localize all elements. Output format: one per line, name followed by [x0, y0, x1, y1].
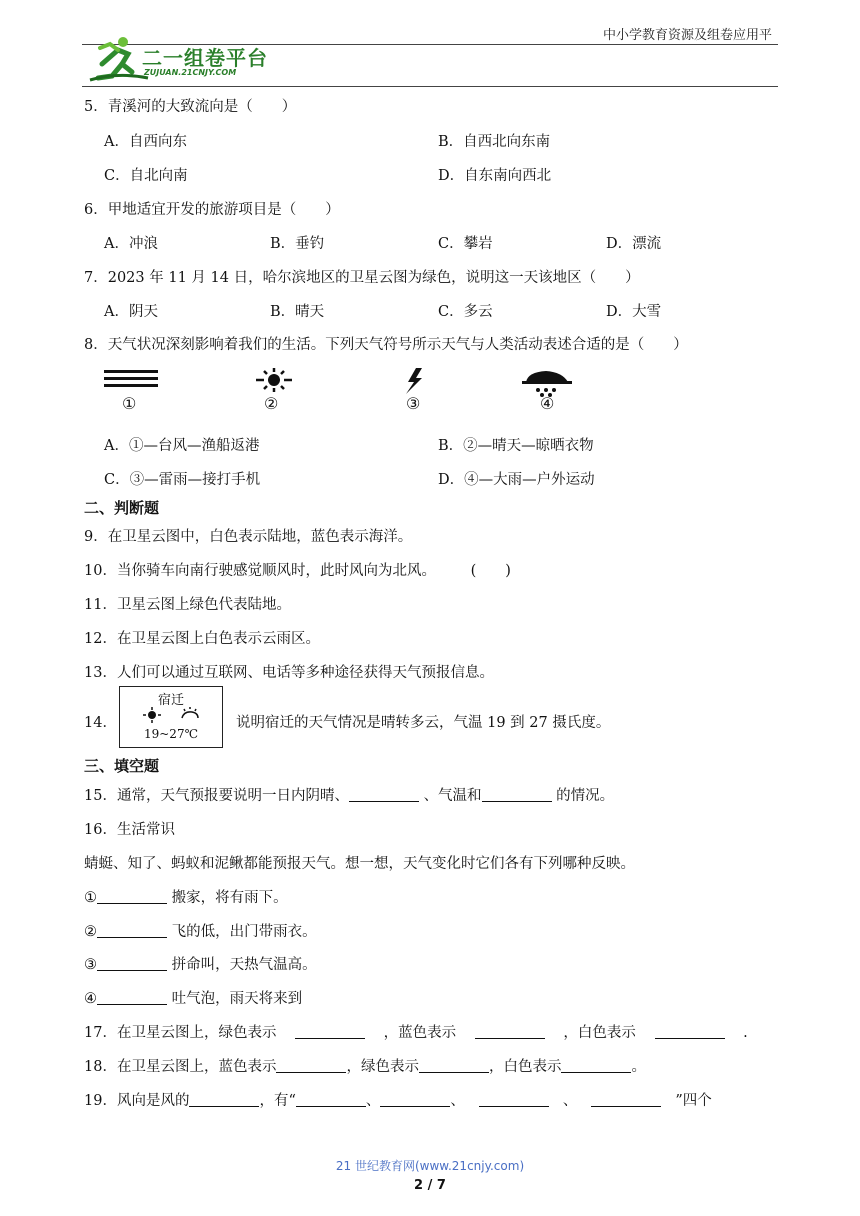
q18-part-a: 18．在卫星云图上，蓝色表示: [84, 1059, 277, 1075]
q16-item-2-num: ②: [84, 924, 97, 940]
q15-part-b: 、气温和: [423, 788, 482, 804]
q16-blank-3[interactable]: [97, 956, 167, 971]
q19-part-b: ，有“: [259, 1093, 296, 1109]
section-3-title: 三、填空题: [84, 757, 160, 775]
question-16-intro: 蜻蜓、知了、蚂蚁和泥鳅都能预报天气。想一想，天气变化时它们各有下列哪种反映。: [84, 856, 635, 872]
question-19: [84, 1089, 712, 1110]
q16-item-4-text: 吐气泡，雨天将来到: [171, 991, 303, 1007]
q7-option-d: D．大雪: [606, 304, 662, 320]
q18-blank-3[interactable]: [561, 1058, 631, 1073]
q6-option-a: A．冲浪: [104, 236, 158, 252]
logo-cn-text: 二一组卷平台: [142, 46, 268, 70]
q16-item-3-text: 拼命叫，天热气温高。: [171, 957, 317, 973]
q19-blank-5[interactable]: [591, 1092, 661, 1107]
q19-part-d: 、: [450, 1093, 465, 1109]
q18-part-c: ，白色表示: [488, 1059, 562, 1075]
q19-part-f: ”四个: [675, 1093, 712, 1109]
q18-part-d: 。: [631, 1059, 646, 1075]
weather-symbol-4: [518, 366, 588, 416]
weather-symbol-3: [392, 366, 462, 416]
header-right-text: 中小学教育资源及组卷应用平: [602, 28, 772, 43]
q16-item-1-text: 搬家，将有雨下。: [171, 890, 288, 906]
weather-symbol-1: [100, 366, 170, 416]
question-8-stem: 8．天气状况深刻影响着我们的生活。下列天气符号所示天气与人类活动表述合适的是（ ）: [84, 337, 688, 353]
q17-blank-1[interactable]: [295, 1024, 365, 1039]
q19-blank-4[interactable]: [479, 1092, 549, 1107]
question-10-paren: ( ): [470, 563, 511, 579]
q16-item-4-num: ④: [84, 991, 97, 1007]
q16-blank-1[interactable]: [97, 889, 167, 904]
symbol-label-1: ①: [122, 394, 137, 413]
question-14-number: 14．: [84, 715, 117, 731]
question-5-stem: 5．青溪河的大致流向是（ ）: [84, 99, 297, 115]
q5-option-a: A．自西向东: [104, 134, 187, 150]
page-number: 2 / 7: [414, 1178, 446, 1193]
question-7-stem: 7．2023 年 11 月 14 日，哈尔滨地区的卫星云图为绿色，说明这一天该地区（ ）: [84, 270, 640, 286]
q19-blank-2[interactable]: [296, 1092, 366, 1107]
question-10-text: 10．当你骑车向南行驶感觉顺风时，此时风向为北风。: [84, 563, 436, 579]
question-9: 9．在卫星云图中，白色表示陆地，蓝色表示海洋。: [84, 529, 413, 545]
question-11: 11．卫星云图上绿色代表陆地。: [84, 597, 291, 613]
symbol-label-2: ②: [264, 394, 279, 413]
q8-option-c: C．③—雷雨—接打手机: [104, 472, 261, 488]
q6-option-c: C．攀岩: [438, 236, 493, 252]
q17-part-b: ，蓝色表示: [383, 1025, 457, 1041]
q8-option-b: B．②—晴天—晾晒衣物: [438, 438, 594, 454]
q16-blank-2[interactable]: [97, 923, 167, 938]
q5-option-b: B．自西北向东南: [438, 134, 551, 150]
weather-symbol-2: [242, 366, 312, 416]
q8-option-a: A．①—台风—渔船返港: [104, 438, 260, 454]
q18-blank-1[interactable]: [276, 1058, 346, 1073]
q7-option-a: A．阴天: [104, 304, 158, 320]
card-city: 宿迁: [157, 693, 184, 708]
q17-part-a: 17．在卫星云图上，绿色表示: [84, 1025, 277, 1041]
q19-part-a: 19．风向是风的: [84, 1093, 190, 1109]
q16-item-4: [84, 987, 302, 1008]
q5-option-d: D．自东南向西北: [438, 168, 552, 184]
question-12: 12．在卫星云图上白色表示云雨区。: [84, 631, 320, 647]
q7-option-b: B．晴天: [270, 304, 325, 320]
q15-blank-1[interactable]: [349, 787, 419, 802]
platform-logo: [88, 34, 288, 84]
sunny-icon: [143, 707, 161, 723]
runner-logo-icon: [90, 37, 148, 80]
partly-cloudy-icon: [182, 707, 198, 718]
q16-item-2-text: 飞的低，出门带雨衣。: [171, 924, 317, 940]
question-18: [84, 1055, 646, 1076]
weather-forecast-card: [119, 686, 223, 748]
question-15: [84, 784, 614, 805]
q16-item-3-num: ③: [84, 957, 97, 973]
question-13: 13．人们可以通过互联网、电话等多种途径获得天气预报信息。: [84, 665, 494, 681]
q17-part-d: .: [743, 1025, 748, 1041]
q16-blank-4[interactable]: [97, 990, 167, 1005]
q7-option-c: C．多云: [438, 304, 493, 320]
section-2-title: 二、判断题: [84, 499, 160, 517]
card-temperature: 19~27℃: [143, 727, 199, 741]
q8-option-d: D．④—大雨—户外运动: [438, 472, 595, 488]
q16-item-3: [84, 953, 317, 974]
header-divider-bottom: [82, 86, 778, 87]
q15-part-a: 15．通常，天气预报要说明一日内阴晴、: [84, 788, 349, 804]
q19-part-c: 、: [365, 1093, 381, 1109]
q17-part-c: ，白色表示: [563, 1025, 636, 1041]
q16-item-1: [84, 886, 288, 907]
question-6-stem: 6．甲地适宜开发的旅游项目是（ ）: [84, 202, 340, 218]
question-14-text: 说明宿迁的天气情况是晴转多云，气温 19 到 27 摄氏度。: [236, 715, 611, 731]
q15-blank-2[interactable]: [482, 787, 552, 802]
logo-en-text: ZUJUAN.21CNJY.COM: [144, 68, 237, 77]
question-16-title: 16．生活常识: [84, 822, 175, 838]
q18-part-b: ，绿色表示: [346, 1059, 419, 1075]
symbol-label-4: ④: [540, 394, 555, 413]
question-17: [84, 1021, 748, 1042]
symbol-label-3: ③: [406, 394, 421, 413]
q17-blank-3[interactable]: [655, 1024, 725, 1039]
q18-blank-2[interactable]: [419, 1058, 489, 1073]
q6-option-d: D．漂流: [606, 236, 662, 252]
q16-item-1-num: ①: [84, 890, 97, 906]
q16-item-2: [84, 920, 317, 941]
q19-part-e: 、: [562, 1093, 578, 1109]
q5-option-c: C．自北向南: [104, 168, 188, 184]
q19-blank-3[interactable]: [380, 1092, 450, 1107]
q15-part-c: 的情况。: [556, 788, 615, 804]
q19-blank-1[interactable]: [189, 1092, 259, 1107]
question-10: [84, 559, 511, 580]
q6-option-b: B．垂钓: [270, 236, 325, 252]
lightning-icon: [392, 366, 462, 400]
q17-blank-2[interactable]: [475, 1024, 545, 1039]
footer-site-link[interactable]: 21 世纪教育网(www.21cnjy.com): [335, 1159, 525, 1173]
